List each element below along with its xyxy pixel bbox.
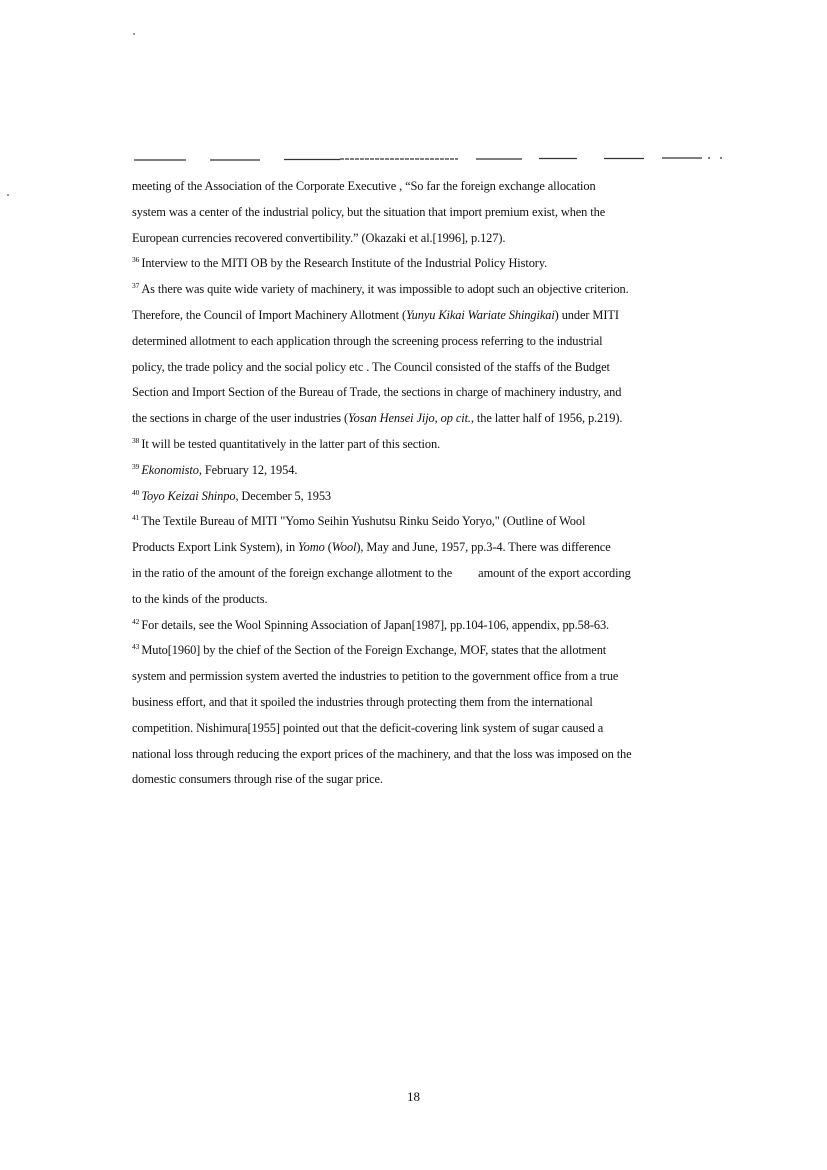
- footnote-42: [132, 613, 732, 639]
- footnote-text: ,: [434, 411, 441, 426]
- footnote-line: [132, 509, 732, 535]
- footnote-number: 41: [132, 513, 140, 523]
- footnote-italic-term: Wool: [331, 540, 357, 555]
- footnote-line: determined allotment to each application through the screening process referring to the industrial: [132, 333, 603, 348]
- footnote-text: As there was quite wide variety of machinery, it was impossible to adopt such an objective criterion.: [141, 282, 629, 297]
- footnote-italic-term: Toyo Keizai Shinpo: [141, 488, 236, 503]
- footnote-40: [132, 484, 732, 510]
- footnote-text: Products Export Link System), in: [132, 540, 299, 555]
- footnote-line: national loss through reducing the export prices of the machinery, and that the loss was imposed on the: [132, 746, 632, 761]
- footnote-number: 37: [132, 281, 140, 291]
- footnote-43: [132, 638, 732, 793]
- footnote-text: (: [324, 540, 332, 555]
- footnote-italic-term: Yunyu Kikai Wariate Shingikai: [406, 307, 555, 322]
- footnote-text: ) under MITI: [554, 307, 619, 322]
- footnote-line: to the kinds of the products.: [132, 591, 268, 606]
- footnote-38: [132, 432, 732, 458]
- footnote-line: [132, 535, 732, 561]
- scan-speck: [133, 33, 135, 35]
- footnote-39: [132, 458, 732, 484]
- footnote-line: [132, 484, 732, 510]
- footnote-number: 38: [132, 435, 140, 445]
- footnote-36: [132, 251, 732, 277]
- footnote-line: [132, 277, 732, 303]
- footnote-text: in the ratio of the amount of the foreign exchange allotment to the: [132, 565, 453, 580]
- footnote-line: [132, 406, 732, 432]
- footnote-text: Therefore, the Council of Import Machinery Allotment (: [132, 307, 406, 322]
- footnote-line: [132, 432, 732, 458]
- footnote-line: system and permission system averted the industries to petition to the government office from a true: [132, 669, 619, 684]
- footnote-text: The Textile Bureau of MITI "Yomo Seihin Yushutsu Rinku Seido Yoryo," (Outline of Wool: [141, 514, 586, 529]
- footnote-text: For details, see the Wool Spinning Association of Japan[1987], pp.104-106, appendix, pp.58-63.: [141, 617, 610, 632]
- footnote-italic-term: Yosan Hensei Jijo: [347, 411, 435, 426]
- footnote-line: [132, 638, 732, 664]
- footnote-line: domestic consumers through rise of the sugar price.: [132, 772, 383, 787]
- scan-speck: [7, 194, 9, 196]
- footnote-line: European currencies recovered convertibility.” (Okazaki et al.[1996], p.127).: [132, 230, 506, 245]
- footnote-number: 39: [132, 461, 140, 471]
- footnote-italic-term: Yomo: [298, 540, 325, 555]
- footnote-text: amount of the export according: [478, 565, 631, 580]
- footnote-number: 43: [132, 642, 140, 652]
- footnote-line: [132, 251, 732, 277]
- footnote-line: [132, 561, 732, 587]
- footnote-text: , December 5, 1953: [235, 488, 332, 503]
- page-number: 18: [407, 1089, 420, 1104]
- footnote-line: policy, the trade policy and the social policy etc . The Council consisted of the staffs of the Budget: [132, 359, 610, 374]
- footnote-line: [132, 458, 732, 484]
- footnote-line: meeting of the Association of the Corporate Executive , “So far the foreign exchange allocation: [132, 179, 596, 193]
- footnote-line: [132, 303, 732, 329]
- footnote-number: 42: [132, 616, 140, 626]
- footnote-italic-term: Ekonomisto: [141, 462, 199, 477]
- footnote-separator: [134, 154, 724, 164]
- footnote-37: [132, 277, 732, 432]
- footnotes-block: [132, 174, 732, 793]
- footnote-line: Section and Import Section of the Bureau of Trade, the sections in charge of machinery industry, and: [132, 385, 622, 400]
- footnote-text: Interview to the MITI OB by the Research Institute of the Industrial Policy History.: [141, 256, 548, 271]
- footnote-41: [132, 509, 732, 612]
- footnote-text: , the latter half of 1956, p.219).: [470, 411, 623, 426]
- footnote-text: ), May and June, 1957, pp.3-4. There was difference: [356, 540, 611, 555]
- footnote-number: 40: [132, 487, 140, 497]
- footnote-text: It will be tested quantitatively in the latter part of this section.: [141, 436, 441, 451]
- footnote-text: Muto[1960] by the chief of the Section of the Foreign Exchange, MOF, states that the allotment: [141, 643, 607, 658]
- footnote-line: business effort, and that it spoiled the industries through protecting them from the international: [132, 694, 593, 709]
- footnote-text: , February 12, 1954.: [198, 462, 298, 477]
- footnote-continuation: [132, 174, 732, 251]
- footnote-line: [132, 613, 732, 639]
- footnote-text: the sections in charge of the user industries (: [132, 411, 348, 426]
- footnote-italic-term: op cit.: [440, 411, 471, 426]
- footnote-line: system was a center of the industrial policy, but the situation that import premium exist, when the: [132, 204, 606, 219]
- footnote-line: competition. Nishimura[1955] pointed out that the deficit-covering link system of sugar caused a: [132, 720, 604, 735]
- footnote-number: 36: [132, 255, 140, 265]
